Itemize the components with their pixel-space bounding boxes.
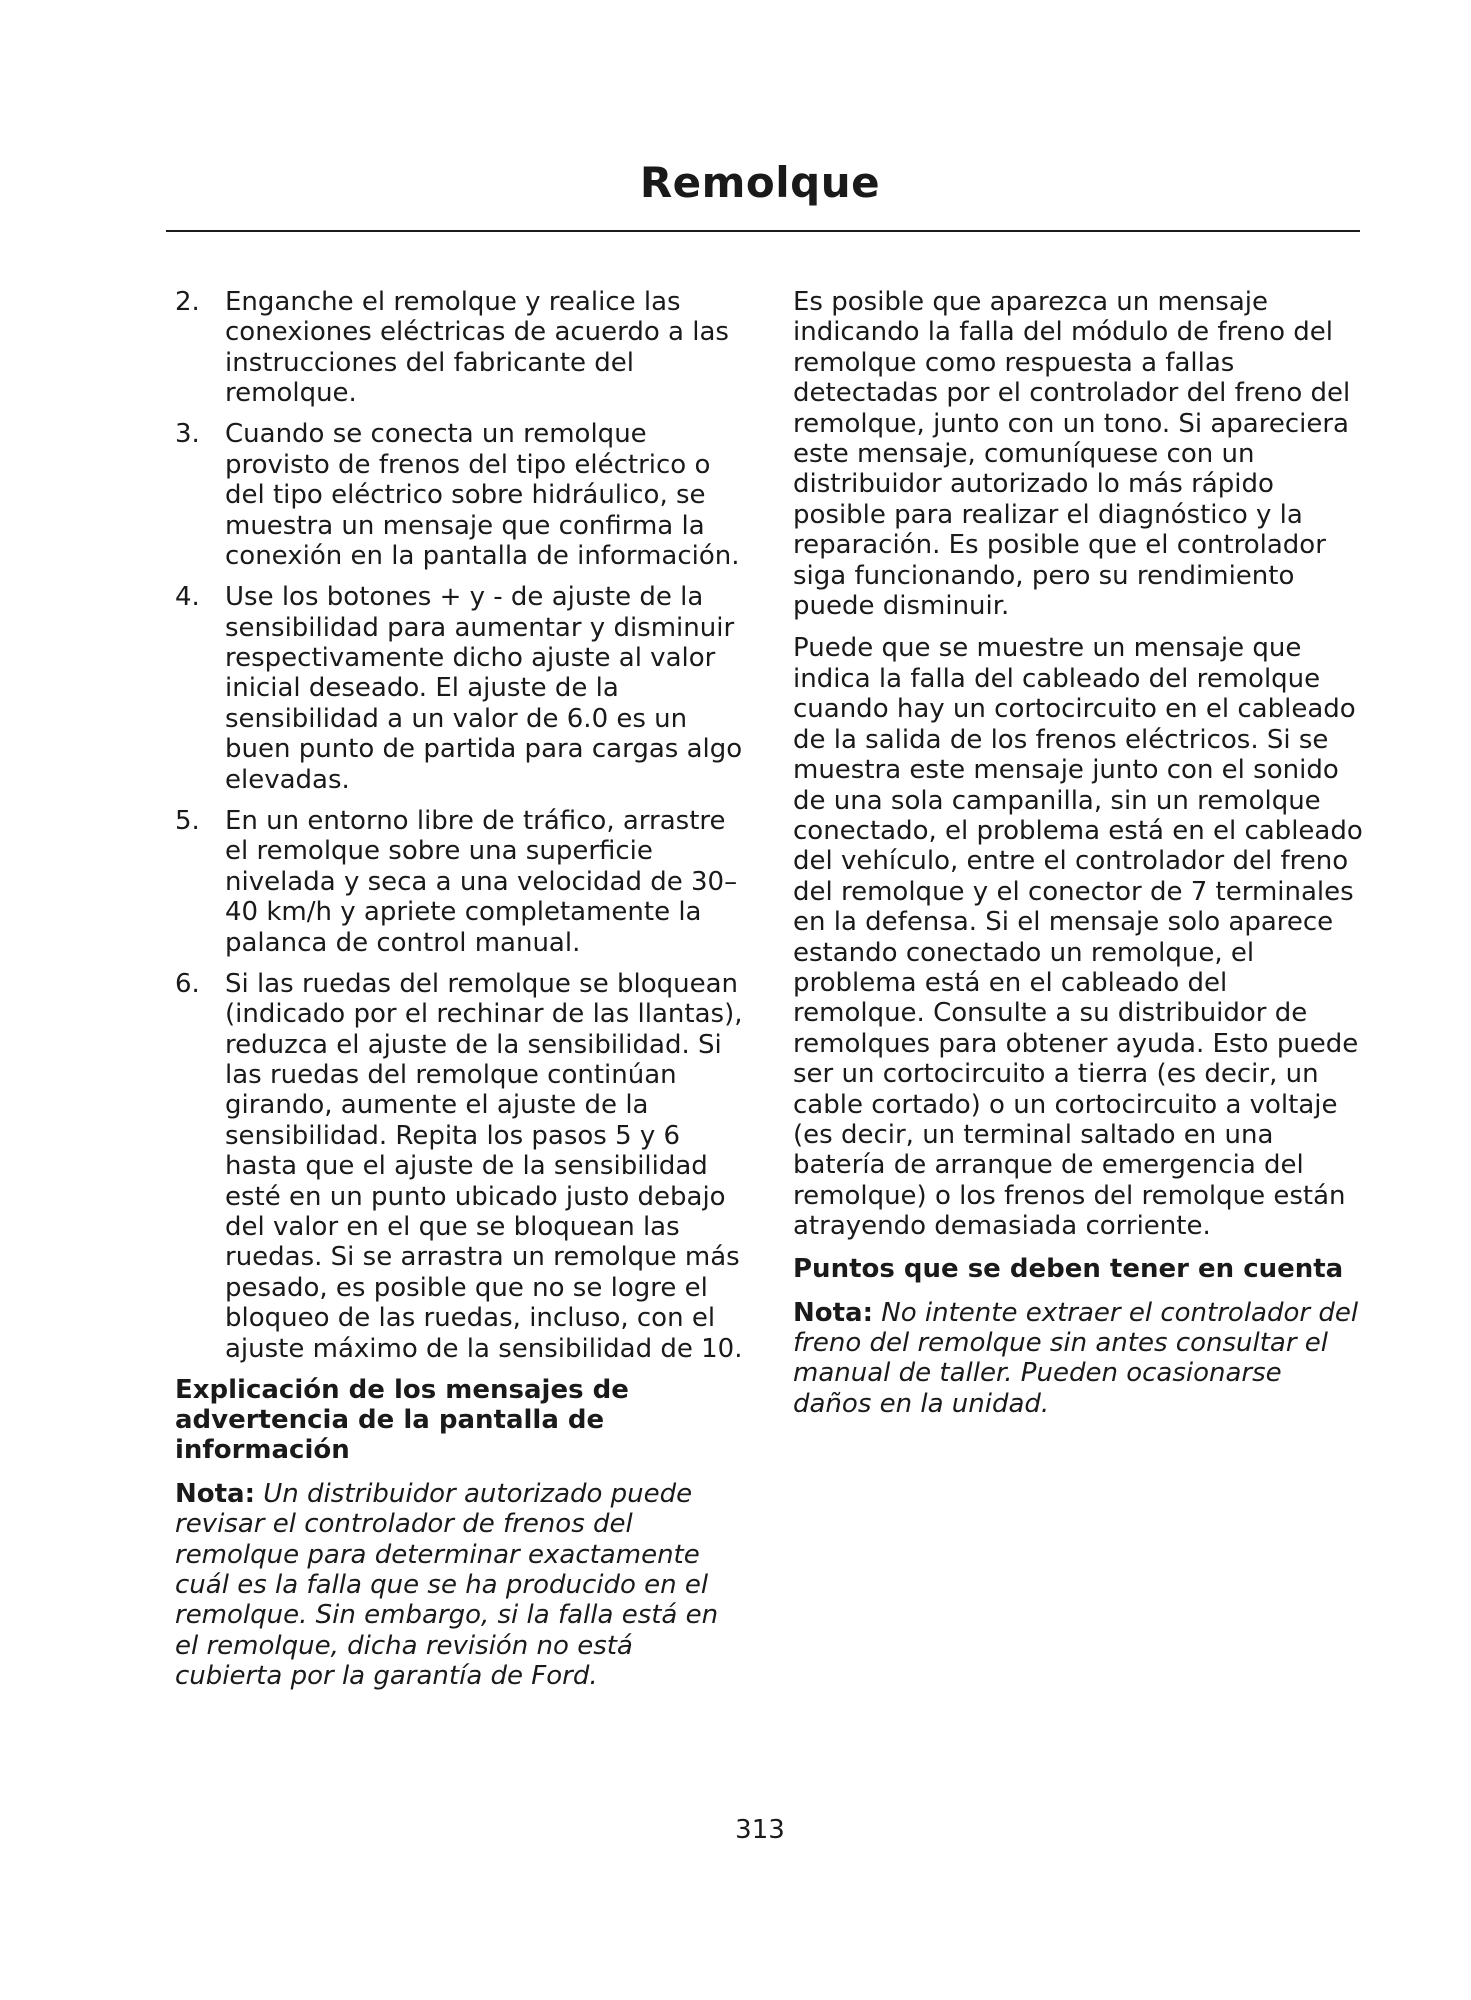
step-number: 5. xyxy=(175,805,200,836)
body-paragraph-module-fault: Es posible que aparezca un mensaje indicando la falla del módulo de freno del remolque como respuesta a fallas detectadas por el controlador del freno del remolque, junto con un tono. Si apareciera este mensaje, comuníquese con un distribuidor autorizado lo más rápido posible para realizar el diagnóstico y la reparación. Es posible que el controlador siga funcionando, pero su rendimiento puede disminuir. xyxy=(793,287,1351,622)
page-title: Remolque xyxy=(639,158,881,207)
note-text: No intente extraer el controlador del freno del remolque sin antes consultar el manual de taller. Pueden ocasionarse daños en la unidad. xyxy=(793,1297,1359,1419)
page-number: 313 xyxy=(735,1815,785,1845)
step-text: Cuando se conecta un remolque provisto de frenos del tipo eléctrico o del tipo eléctrico sobre hidráulico, se muestra un mensaje que confirma la conexión en la pantalla de información. xyxy=(225,419,740,572)
step-number: 6. xyxy=(175,968,200,999)
step-item-6 xyxy=(175,969,745,1364)
step-text: Enganche el remolque y realice las conexiones eléctricas de acuerdo a las instrucciones del fabricante del remolque. xyxy=(225,287,729,409)
section-heading-points-to-consider: Puntos que se deben tener en cuenta xyxy=(793,1253,1344,1284)
step-item-2 xyxy=(175,287,745,409)
step-item-5 xyxy=(175,806,745,958)
instruction-steps xyxy=(175,287,745,1364)
step-item-4 xyxy=(175,582,745,795)
step-text: Si las ruedas del remolque se bloquean (indicado por el rechinar de las llantas), reduzca el ajuste de la sensibilidad. Si las ruedas del remolque continúan girando, aumente el ajuste de la sensibilidad. Repita los pasos 5 y 6 hasta que el ajuste de la sensibilidad esté en un punto ubicado justo debajo del valor en el que se bloquean las ruedas. Si se arrastra un remolque más pesado, es posible que no se logre el bloqueo de las ruedas, incluso, con el ajuste máximo de la sensibilidad de 10. xyxy=(225,968,743,1364)
note-paragraph xyxy=(793,1298,1363,1420)
step-number: 3. xyxy=(175,419,200,450)
step-text: Use los botones + y - de ajuste de la sensibilidad para aumentar y disminuir respectivamente dicho ajuste al valor inicial deseado. El ajuste de la sensibilidad a un valor de 6.0 es un buen punto de partida para cargas algo elevadas. xyxy=(225,582,743,795)
note-paragraph xyxy=(175,1479,745,1692)
step-text: En un entorno libre de tráfico, arrastre el remolque sobre una superficie nivelada y seca a una velocidad de 30–40 km/h y apriete completamente la palanca de control manual. xyxy=(225,805,738,958)
note-label: Nota: xyxy=(175,1478,255,1509)
note-text: Un distribuidor autorizado puede revisar el controlador de frenos del remolque para determinar exactamente cuál es la falla que se ha producido en el remolque. Sin embargo, si la falla está en el remolque, dicha revisión no está cubierta por la garantía de Ford. xyxy=(175,1478,719,1692)
note-label: Nota: xyxy=(793,1297,873,1328)
step-number: 4. xyxy=(175,582,200,613)
left-column xyxy=(175,287,745,1704)
body-paragraph-wiring-fault: Puede que se muestre un mensaje que indica la falla del cableado del remolque cuando hay un cortocircuito en el cableado de la salida de los frenos eléctricos. Si se muestra este mensaje junto con el sonido de una sola campanilla, sin un remolque conectado, el problema está en el cableado del vehículo, entre el controlador del freno del remolque y el conector de 7 terminales en la defensa. Si el mensaje solo aparece estando conectado un remolque, el problema está en el cableado del remolque. Consulte a su distribuidor de remolques para obtener ayuda. Esto puede ser un cortocircuito a tierra (es decir, un cable cortado) o un cortocircuito a voltaje (es decir, un terminal saltado en una batería de arranque de emergencia del remolque) o los frenos del remolque están atrayendo demasiada corriente. xyxy=(793,633,1363,1242)
step-number: 2. xyxy=(175,287,200,317)
right-column xyxy=(793,287,1363,1431)
section-heading-warning-messages: Explicación de los mensajes de advertencia de la pantalla de información xyxy=(175,1374,629,1465)
title-divider xyxy=(166,230,1360,232)
step-item-3 xyxy=(175,419,745,571)
